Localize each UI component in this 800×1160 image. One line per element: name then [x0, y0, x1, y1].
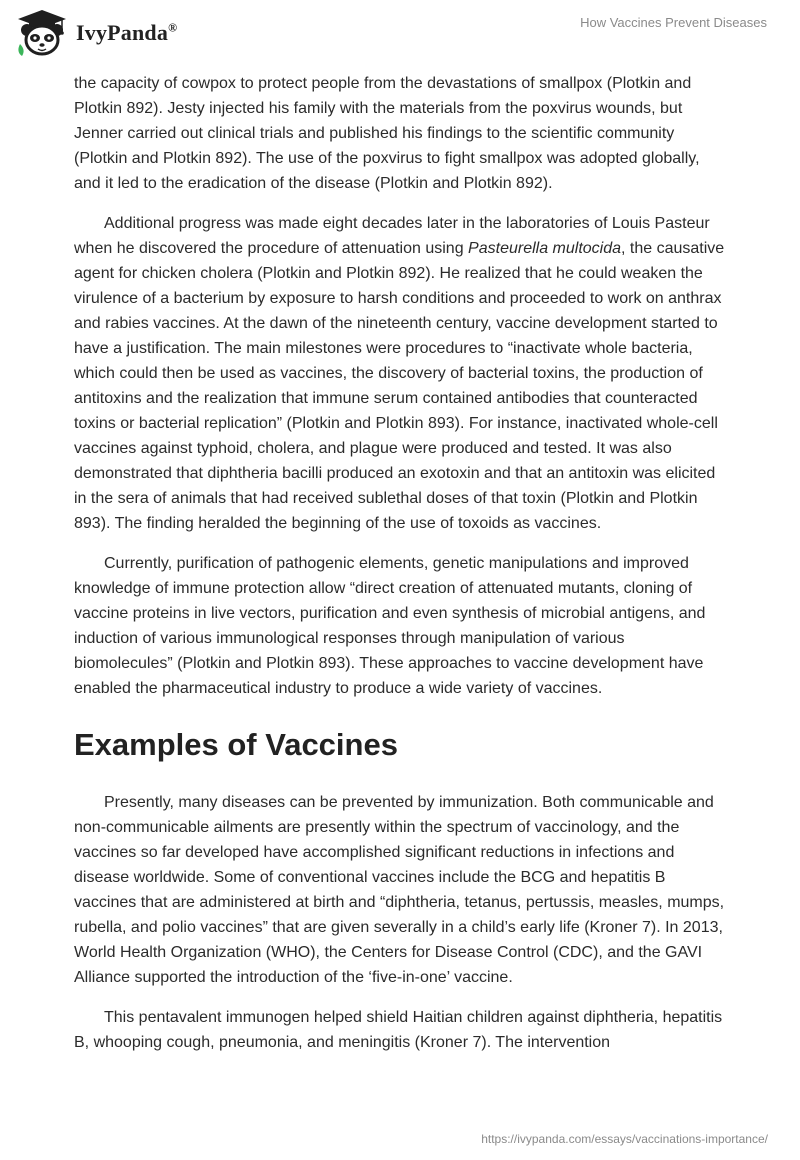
essay-body [74, 71, 726, 1070]
source-url-link[interactable]: https://ivypanda.com/essays/vaccinations-importance/ [481, 1132, 768, 1146]
running-title: How Vaccines Prevent Diseases [580, 15, 767, 30]
paragraph-1: the capacity of cowpox to protect people from the devastations of smallpox (Plotkin and Plotkin 892). Jesty injected his family with the materials from the poxvirus wounds, but Jenner carried out clinical trials and published his findings to the scientific community (Plotkin and Plotkin 892). The use of the poxvirus to fight smallpox was adopted globally, and it led to the eradication of the disease (Plotkin and Plotkin 892). [74, 75, 700, 192]
paragraph-2: Additional progress was made eight decades later in the laboratories of Louis Pasteur when he discovered the procedure of attenuation using Pasteurella multocida, the causative agent for chicken cholera (Plotkin and Plotkin 892). He realized that he could weaken the virulence of a bacterium by exposure to harsh conditions and proceeded to work on anthrax and rabies vaccines. At the dawn of the nineteenth century, vaccine development started to have a justification. The main milestones were procedures to “inactivate whole bacteria, which could then be used as vaccines, the discovery of bacterial toxins, the production of antitoxins and the realization that immune serum contained antibodies that counteracted toxins or bacterial replication” (Plotkin and Plotkin 893). For instance, inactivated whole-cell vaccines against typhoid, cholera, and plague were produced and tested. It was also demonstrated that diphtheria bacilli produced an exotoxin and that an antitoxin was elicited in the sera of animals that had received sublethal doses of that toxin (Plotkin and Plotkin 893). The finding heralded the beginning of the use of toxoids as vaccines. [74, 215, 725, 532]
species-name: Pasteurella multocida [468, 240, 622, 257]
panda-graduate-icon [14, 8, 70, 58]
brand-name: IvyPanda® [76, 20, 178, 45]
paragraph-3: Currently, purification of pathogenic elements, genetic manipulations and improved knowledge of immune protection allow “direct creation of attenuated mutants, cloning of vaccine proteins in live vectors, purification and even synthesis of microbial antigens, and induction of various immunological responses through manipulation of various biomolecules” (Plotkin and Plotkin 893). These approaches to vaccine development have enabled the pharmaceutical industry to produce a wide variety of vaccines. [74, 555, 706, 697]
paragraph-4: Presently, many diseases can be prevented by immunization. Both communicable and non-communicable ailments are presently within the spectrum of vaccinology, and the vaccines so far developed have accomplished significant reductions in infections and disease worldwide. Some of conventional vaccines include the BCG and hepatitis B vaccines that are administered at birth and “diphtheria, tetanus, pertussis, measles, mumps, rubella, and polio vaccines” that are given severally in a child’s early life (Kroner 7). In 2013, World Health Organization (WHO), the Centers for Disease Control (CDC), and the GAVI Alliance supported the introduction of the ‘five-in-one’ vaccine. [74, 794, 725, 986]
brand-logo[interactable] [14, 8, 177, 58]
page-header [0, 0, 800, 64]
section-heading: Examples of Vaccines [74, 727, 398, 762]
paragraph-5: This pentavalent immunogen helped shield Haitian children against diphtheria, hepatitis B, whooping cough, pneumonia, and meningitis (Kroner 7). The intervention [74, 1009, 723, 1051]
